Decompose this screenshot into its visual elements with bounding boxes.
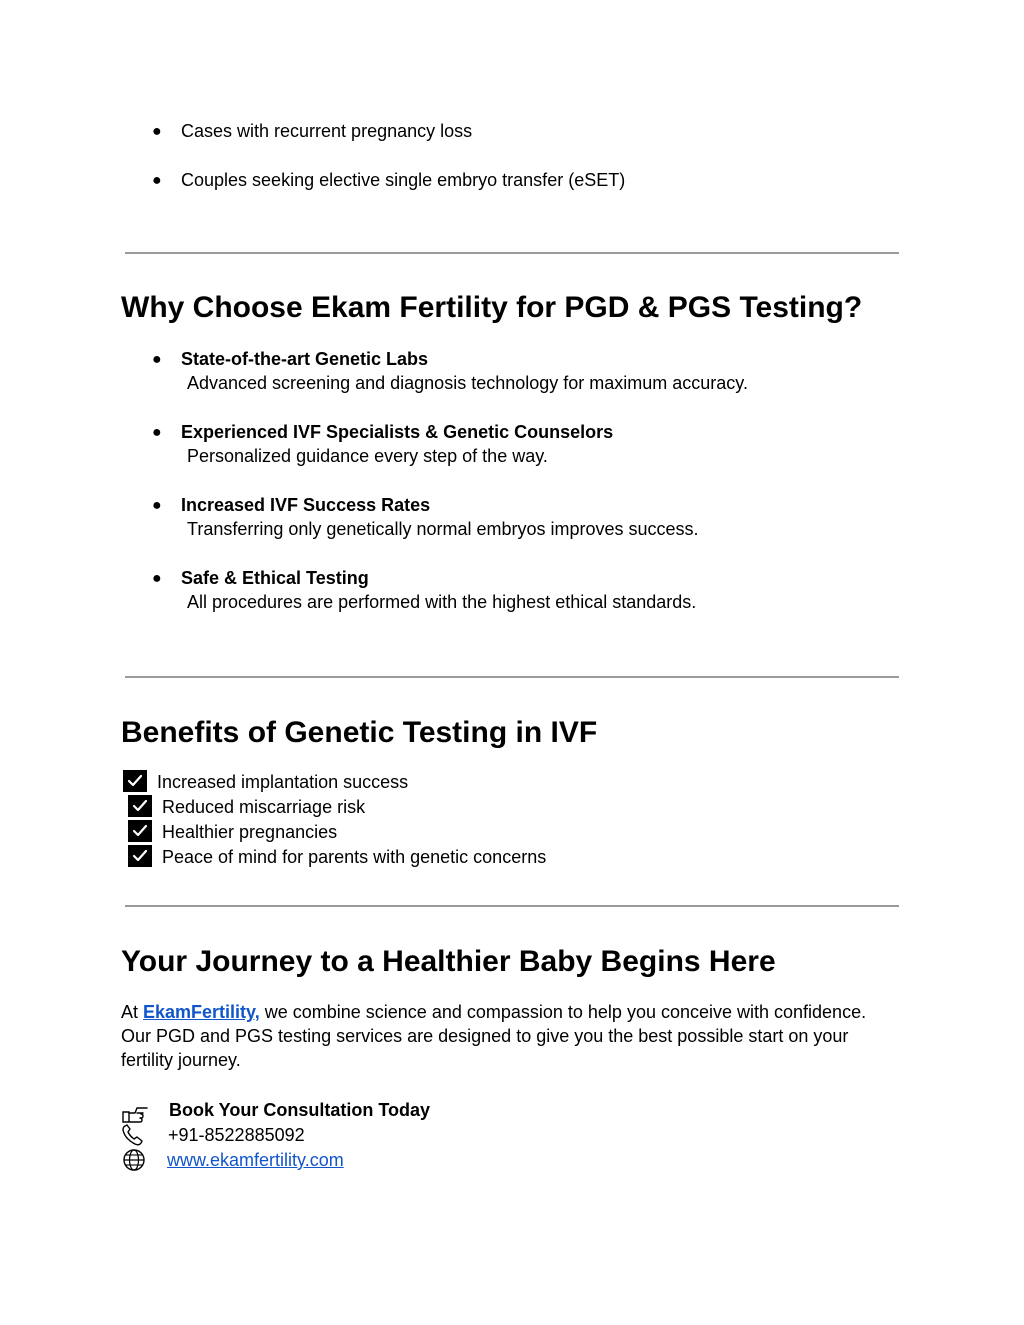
checkbox-checked-icon [128,820,152,842]
feature-title: State-of-the-art Genetic Labs [181,349,429,369]
journey-paragraph [121,1000,911,1072]
bullet-icon: ● [152,424,162,441]
divider [125,676,899,678]
website-link[interactable]: www.ekamfertility.com [167,1150,344,1170]
phone-number: +91-8522885092 [168,1125,305,1145]
checkbox-checked-icon [128,795,152,817]
feature-description: All procedures are performed with the highest ethical standards. [187,592,697,612]
bullet-icon: ● [152,497,162,514]
list-item: Couples seeking elective single embryo transfer (eSET) [181,170,626,190]
cta-label: Book Your Consultation Today [169,1100,430,1120]
feature-description: Personalized guidance every step of the way. [187,446,548,466]
ekam-fertility-link[interactable]: EkamFertility, [143,1002,260,1022]
bullet-icon: ● [152,123,162,140]
section-heading-journey: Your Journey to a Healthier Baby Begins Here [121,945,776,978]
globe-icon [121,1148,147,1177]
section-heading-why-choose: Why Choose Ekam Fertility for PGD & PGS Testing? [121,291,863,324]
benefit-item: Reduced miscarriage risk [162,797,366,817]
paragraph-text: fertility journey. [121,1050,241,1070]
benefit-item: Peace of mind for parents with genetic concerns [162,847,547,867]
paragraph-text: Our PGD and PGS testing services are designed to give you the best possible start on your [121,1026,849,1046]
benefit-item: Healthier pregnancies [162,822,338,842]
paragraph-text: we combine science and compassion to help you conceive with confidence. [259,1002,867,1022]
list-item: Cases with recurrent pregnancy loss [181,121,473,141]
checkbox-checked-icon [123,770,147,792]
paragraph-text: At [121,1002,144,1022]
divider [125,905,899,907]
section-heading-benefits: Benefits of Genetic Testing in IVF [121,716,598,749]
feature-title: Experienced IVF Specialists & Genetic Counselors [181,422,614,442]
checkbox-checked-icon [128,845,152,867]
feature-title: Increased IVF Success Rates [181,495,431,515]
feature-description: Transferring only genetically normal embryos improves success. [187,519,699,539]
bullet-icon: ● [152,570,162,587]
divider [125,252,899,254]
feature-description: Advanced screening and diagnosis technology for maximum accuracy. [187,373,748,393]
benefit-item: Increased implantation success [157,772,409,792]
feature-title: Safe & Ethical Testing [181,568,369,588]
bullet-icon: ● [152,351,162,368]
bullet-icon: ● [152,172,162,189]
